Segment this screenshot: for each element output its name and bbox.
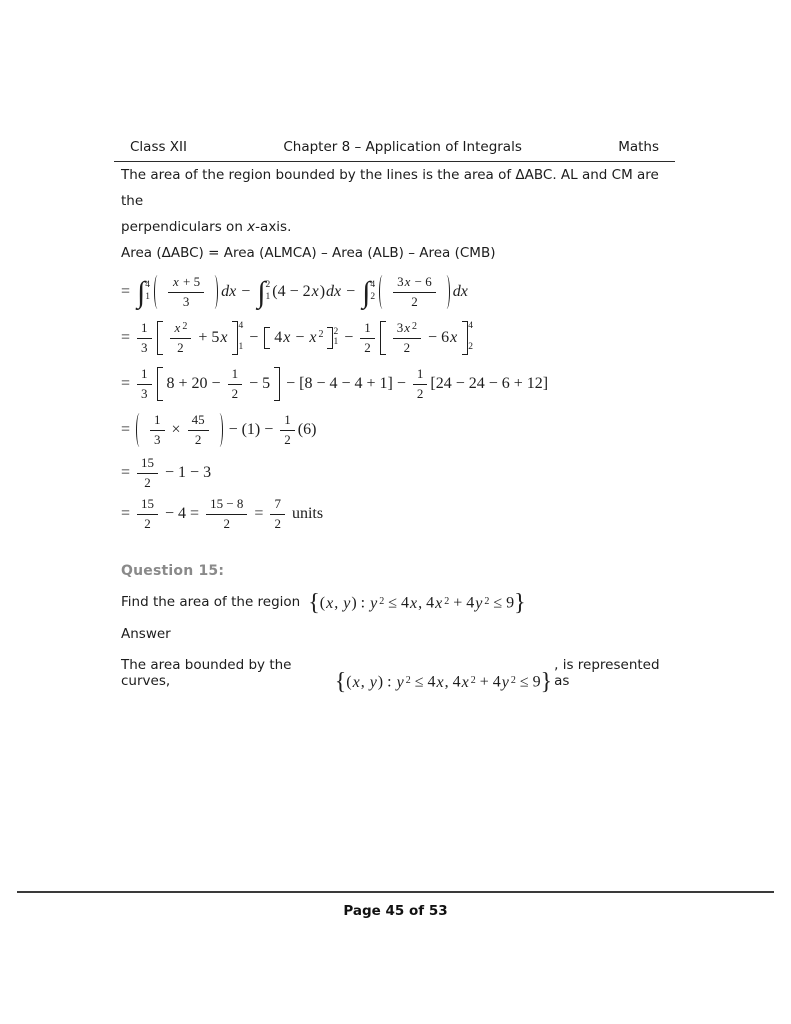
math-text: 3	[396, 320, 404, 336]
fraction-numerator	[137, 320, 152, 338]
fraction-numerator	[170, 320, 192, 339]
area-relation-line: Area (ΔABC) = Area (ALMCA) – Area (ALB) – Area (CMB)	[121, 245, 496, 261]
fraction-denominator	[191, 431, 206, 448]
integral-limits	[370, 279, 375, 306]
math-text: ) :	[377, 673, 396, 691]
math-text: ,	[360, 673, 369, 691]
set-brace: }	[540, 669, 553, 695]
math-variable: dx	[221, 283, 237, 300]
paragraph-line2-pre: perpendiculars on	[121, 219, 248, 235]
math-text: 1	[416, 366, 424, 382]
math-text: ) :	[351, 594, 370, 612]
math-variable: x	[404, 274, 411, 290]
answer-intro-pre: The area bounded by the curves,	[121, 657, 292, 689]
fraction-denominator	[150, 431, 165, 448]
math-variable: x	[311, 283, 319, 300]
lower-limit: 1	[265, 292, 271, 302]
lower-limit: 2	[468, 342, 473, 353]
bracket-group	[380, 320, 473, 356]
math-text: (	[319, 594, 326, 612]
math-text: + 5	[194, 329, 220, 346]
math-superscript: 2	[379, 595, 385, 607]
math-fraction	[137, 366, 152, 402]
header-chapter-title: Chapter 8 – Application of Integrals	[283, 139, 522, 155]
equation-block	[121, 269, 669, 535]
footer-rule	[17, 891, 774, 893]
math-text: 15	[141, 455, 155, 471]
math-text: 2	[231, 385, 239, 401]
math-fraction	[188, 412, 209, 448]
math-text: =	[121, 375, 135, 392]
math-fraction	[137, 320, 152, 356]
group-body	[388, 320, 460, 356]
math-variable: x	[174, 320, 181, 336]
math-text: 1	[141, 320, 148, 336]
upper-limit: 4	[468, 321, 473, 332]
group-body	[145, 412, 214, 448]
fraction-denominator	[360, 339, 375, 356]
math-text: − 6	[424, 329, 450, 346]
integral	[257, 275, 271, 309]
math-text: 2	[416, 385, 424, 401]
content-column	[121, 162, 669, 695]
bracket-group	[136, 412, 223, 448]
math-text: −	[291, 329, 309, 346]
math-text: −	[237, 283, 255, 300]
set-notation-math	[308, 592, 525, 616]
math-text: =	[121, 283, 135, 300]
answer-label: Answer	[121, 626, 171, 642]
bracket-group	[264, 326, 338, 350]
math-text: 1	[141, 366, 148, 382]
math-variable: y	[501, 673, 509, 691]
math-text: 2	[364, 339, 371, 355]
math-fraction	[393, 274, 436, 310]
math-text: 2	[194, 431, 202, 447]
fraction-numerator	[270, 496, 285, 514]
fraction-numerator	[206, 496, 247, 514]
math-text: ,	[334, 594, 343, 612]
set-brace: }	[514, 590, 526, 616]
fraction-denominator	[179, 293, 194, 310]
bracket-group	[154, 274, 218, 310]
integral-limits	[145, 279, 150, 306]
integral-sign-icon: ∫	[137, 275, 146, 309]
math-text: 2	[177, 339, 184, 355]
answer-intro-row	[121, 657, 669, 695]
fraction-numerator	[393, 320, 421, 339]
group-body	[165, 320, 231, 356]
right-bracket	[216, 413, 223, 447]
italic-variable-x: x	[247, 219, 256, 235]
fraction-denominator	[228, 385, 243, 402]
math-text: 2	[403, 339, 411, 355]
math-text: 2	[411, 293, 418, 309]
math-text: [24 − 24 − 6 + 12]	[430, 375, 549, 392]
group-body	[165, 366, 273, 402]
set-brace: {	[308, 590, 320, 616]
left-bracket	[157, 321, 163, 355]
math-text: ×	[167, 421, 185, 438]
math-text: =	[121, 505, 135, 522]
math-variable: x	[404, 320, 411, 336]
group-body	[388, 274, 441, 310]
math-variable: x	[283, 329, 291, 346]
math-text: − 1 − 3	[161, 464, 212, 481]
math-text: + 4	[475, 673, 501, 691]
math-superscript: 2	[510, 674, 516, 686]
math-superscript: 2	[484, 595, 490, 607]
question-find-text: Find the area of the region	[121, 594, 301, 610]
fraction-denominator	[400, 339, 415, 356]
math-text: 3	[154, 431, 161, 447]
right-bracket	[211, 275, 218, 309]
math-variable: x	[461, 673, 469, 691]
math-superscript: 2	[470, 674, 476, 686]
math-superscript: 2	[444, 595, 450, 607]
fraction-denominator	[173, 339, 188, 356]
math-variable: y	[396, 673, 404, 691]
fraction-numerator	[188, 412, 209, 430]
evaluation-limits	[468, 320, 473, 356]
math-text: 3	[397, 274, 404, 290]
header-class: Class XII	[130, 139, 188, 155]
integral	[137, 275, 150, 309]
math-text: + 5	[179, 274, 201, 290]
math-text: 4	[274, 329, 283, 346]
equation-2	[121, 315, 669, 361]
left-bracket	[157, 367, 163, 401]
math-text: =	[121, 329, 135, 346]
math-text: 2	[223, 515, 230, 531]
lower-limit: 1	[333, 336, 339, 347]
fraction-numerator	[137, 366, 152, 384]
math-text: 1	[231, 366, 239, 382]
math-text: 1	[154, 412, 161, 428]
math-text: 3	[141, 385, 148, 401]
math-variable: x	[410, 594, 418, 612]
left-bracket	[154, 275, 161, 309]
math-text: 45	[191, 412, 205, 428]
math-text: 3	[182, 293, 190, 309]
math-fraction	[168, 274, 204, 310]
equation-4	[121, 407, 669, 453]
fraction-numerator	[228, 366, 243, 384]
math-text: =	[250, 505, 268, 522]
math-variable: x	[352, 673, 360, 691]
math-fraction	[150, 412, 165, 448]
math-variable: y	[475, 594, 483, 612]
math-text: , 4	[444, 673, 461, 691]
math-text: (4 − 2	[272, 283, 311, 300]
math-text: + 4	[449, 594, 475, 612]
fraction-numerator	[280, 412, 295, 430]
left-bracket	[264, 327, 270, 349]
math-variable: dx	[326, 283, 342, 300]
equation-3	[121, 361, 669, 407]
math-text: −	[342, 283, 360, 300]
fraction-denominator	[220, 515, 235, 532]
fraction-numerator	[137, 455, 158, 473]
lower-limit: 1	[145, 292, 150, 302]
math-text: ≤ 9	[489, 594, 515, 612]
bracket-group	[379, 274, 450, 310]
math-superscript: 2	[182, 321, 188, 333]
math-text: 7	[274, 496, 281, 512]
math-variable: x	[326, 594, 334, 612]
fraction-denominator	[137, 385, 152, 402]
left-bracket	[136, 413, 143, 447]
fraction-denominator	[140, 474, 155, 491]
upper-limit: 2	[333, 327, 339, 337]
integral-sign-icon: ∫	[362, 275, 371, 309]
math-text: (	[346, 673, 352, 691]
math-text: 2	[144, 474, 151, 490]
fraction-denominator	[413, 385, 428, 402]
math-fraction	[137, 455, 158, 491]
math-fraction	[270, 496, 285, 532]
math-fraction	[137, 496, 158, 532]
math-text: =	[121, 421, 135, 438]
evaluation-limits	[333, 326, 338, 350]
set-notation-math	[335, 671, 552, 695]
paragraph-line1: The area of the region bounded by the lines is the area of ΔABC. AL and CM are the	[121, 167, 659, 209]
paragraph-line2-post: -axis.	[255, 219, 292, 235]
fraction-denominator	[270, 515, 285, 532]
math-text: 1	[284, 412, 291, 428]
math-text: ≤ 4	[384, 594, 409, 612]
math-superscript: 2	[412, 321, 418, 333]
fraction-numerator	[137, 496, 158, 514]
page-header	[114, 139, 675, 155]
upper-limit: 4	[145, 279, 150, 290]
upper-limit: 2	[265, 279, 271, 290]
math-text: − 5	[245, 375, 271, 392]
math-text: 1	[364, 320, 371, 336]
fraction-denominator	[280, 431, 295, 448]
equation-6	[121, 493, 669, 535]
integral-limits	[265, 279, 270, 306]
math-fraction	[360, 320, 375, 356]
math-variable: x	[220, 329, 228, 346]
math-text: −	[340, 329, 358, 346]
equation-1	[121, 269, 669, 315]
paragraph-line2	[121, 214, 669, 240]
fraction-denominator	[407, 293, 422, 310]
math-text: − (1) −	[224, 421, 278, 438]
header-subject: Maths	[618, 139, 659, 155]
math-fraction	[413, 366, 428, 402]
fraction-denominator	[140, 515, 155, 532]
integral-sign-icon: ∫	[257, 275, 266, 309]
math-text: , 4	[418, 594, 435, 612]
math-text: 2	[284, 431, 291, 447]
set-brace: {	[334, 669, 347, 695]
math-variable: y	[370, 594, 378, 612]
math-superscript: 2	[405, 674, 411, 686]
math-text: 15	[141, 496, 155, 512]
math-variable: x	[309, 329, 317, 346]
math-variable: x	[436, 673, 444, 691]
math-variable: dx	[452, 283, 468, 300]
math-text: −	[245, 329, 263, 346]
evaluation-limits	[238, 320, 243, 356]
integral	[362, 275, 376, 309]
lower-limit: 1	[238, 342, 244, 353]
question-text-row	[121, 589, 669, 616]
upper-limit: 4	[370, 279, 376, 290]
math-variable: x	[450, 329, 458, 346]
group-body	[272, 326, 325, 350]
math-text: ≤ 4	[410, 673, 436, 691]
math-text: units	[287, 505, 324, 522]
question-heading: Question 15:	[121, 563, 225, 579]
left-bracket	[379, 275, 386, 309]
math-variable: x	[173, 274, 179, 290]
math-text: 2	[274, 515, 281, 531]
lower-limit: 2	[370, 292, 376, 302]
math-text: 3	[141, 339, 148, 355]
math-fraction	[206, 496, 247, 532]
fraction-numerator	[393, 274, 436, 292]
math-variable: y	[343, 594, 351, 612]
math-superscript: 2	[318, 328, 324, 340]
math-text: 15 − 8	[210, 496, 244, 512]
math-text: 8 + 20 −	[166, 375, 225, 392]
fraction-denominator	[137, 339, 152, 356]
math-variable: y	[369, 673, 377, 691]
page-number: Page 45 of 53	[343, 903, 448, 919]
fraction-numerator	[168, 274, 204, 292]
fraction-numerator	[150, 412, 165, 430]
math-text: ≤ 9	[515, 673, 541, 691]
math-fraction	[280, 412, 295, 448]
group-body	[163, 274, 209, 310]
math-text: − 4 =	[161, 505, 204, 522]
math-text: (6)	[297, 421, 317, 438]
fraction-numerator	[413, 366, 428, 384]
math-variable: x	[435, 594, 443, 612]
upper-limit: 4	[238, 321, 244, 332]
math-fraction	[393, 320, 421, 356]
bracket-group	[157, 366, 281, 402]
math-text: − [8 − 4 − 4 + 1] −	[282, 375, 410, 392]
math-text: − 6	[411, 274, 432, 290]
math-text: 2	[144, 515, 151, 531]
bracket-group	[157, 320, 244, 356]
answer-intro-post: , is represented as	[554, 657, 660, 689]
math-text: =	[121, 464, 135, 481]
right-bracket	[443, 275, 450, 309]
right-bracket	[274, 367, 280, 401]
math-fraction	[228, 366, 243, 402]
math-text: )	[319, 283, 326, 300]
equation-5	[121, 453, 669, 493]
left-bracket	[380, 321, 386, 355]
math-fraction	[170, 320, 192, 356]
fraction-numerator	[360, 320, 375, 338]
